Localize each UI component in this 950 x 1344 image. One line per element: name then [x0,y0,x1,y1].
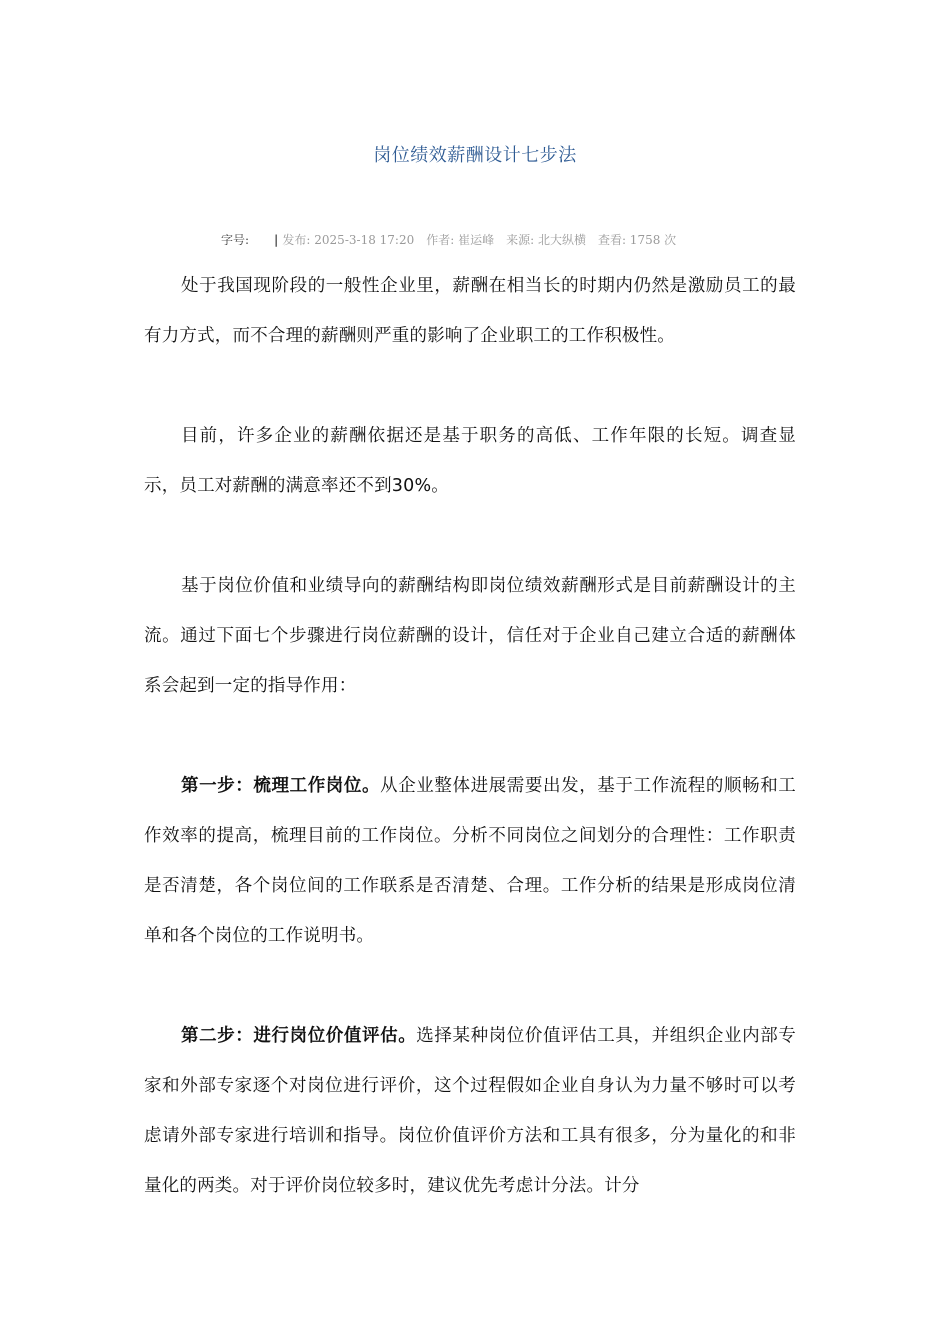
paragraph [144,761,796,961]
paragraph-lead: 第一步：梳理工作岗位。 [181,776,381,796]
font-size-label[interactable]: 字号: [221,233,250,247]
paragraph-text: 处于我国现阶段的一般性企业里，薪酬在相当长的时期内仍然是激励员工的最有力方式，而不合理的薪酬则严重的影响了企业职工的工作积极性。 [144,276,796,346]
meta-separator: | [274,233,279,247]
paragraph [144,411,796,511]
paragraph [144,561,796,711]
author: 作者: 崔运峰 [426,233,495,247]
source: 来源: 北大纵横 [506,233,586,247]
paragraph-lead: 第二步：进行岗位价值评估。 [181,1026,417,1046]
paragraph-text: 基于岗位价值和业绩导向的薪酬结构即岗位绩效薪酬形式是目前薪酬设计的主流。通过下面七个步骤进行岗位薪酬的设计，信任对于企业自己建立合适的薪酬体系会起到一定的指导作用： [144,576,796,696]
publish-date: 发布: 2025-3-18 17:20 [282,233,415,247]
view-count: 查看: 1758 次 [597,233,677,247]
paragraph-text: 从企业整体进展需要出发，基于工作流程的顺畅和工作效率的提高，梳理目前的工作岗位。分析不同岗位之间划分的合理性：工作职责是否清楚，各个岗位间的工作联系是否清楚、合理。工作分析的结果是形成岗位清单和各个岗位的工作说明书。 [144,776,796,946]
paragraph-text: 目前，许多企业的薪酬依据还是基于职务的高低、工作年限的长短。调查显示，员工对薪酬的满意率还不到30%。 [144,426,796,496]
paragraph [144,261,796,361]
article-title: 岗位绩效薪酬设计七步法 [373,145,577,166]
paragraph [144,1011,796,1211]
article-body [144,261,796,1261]
article-meta [221,231,676,249]
paragraph-text: 选择某种岗位价值评估工具，并组织企业内部专家和外部专家逐个对岗位进行评价，这个过程假如企业自身认为力量不够时可以考虑请外部专家进行培训和指导。岗位价值评价方法和工具有很多，分为量化的和非量化的两类。对于评价岗位较多时，建议优先考虑计分法。计分 [144,1026,796,1196]
